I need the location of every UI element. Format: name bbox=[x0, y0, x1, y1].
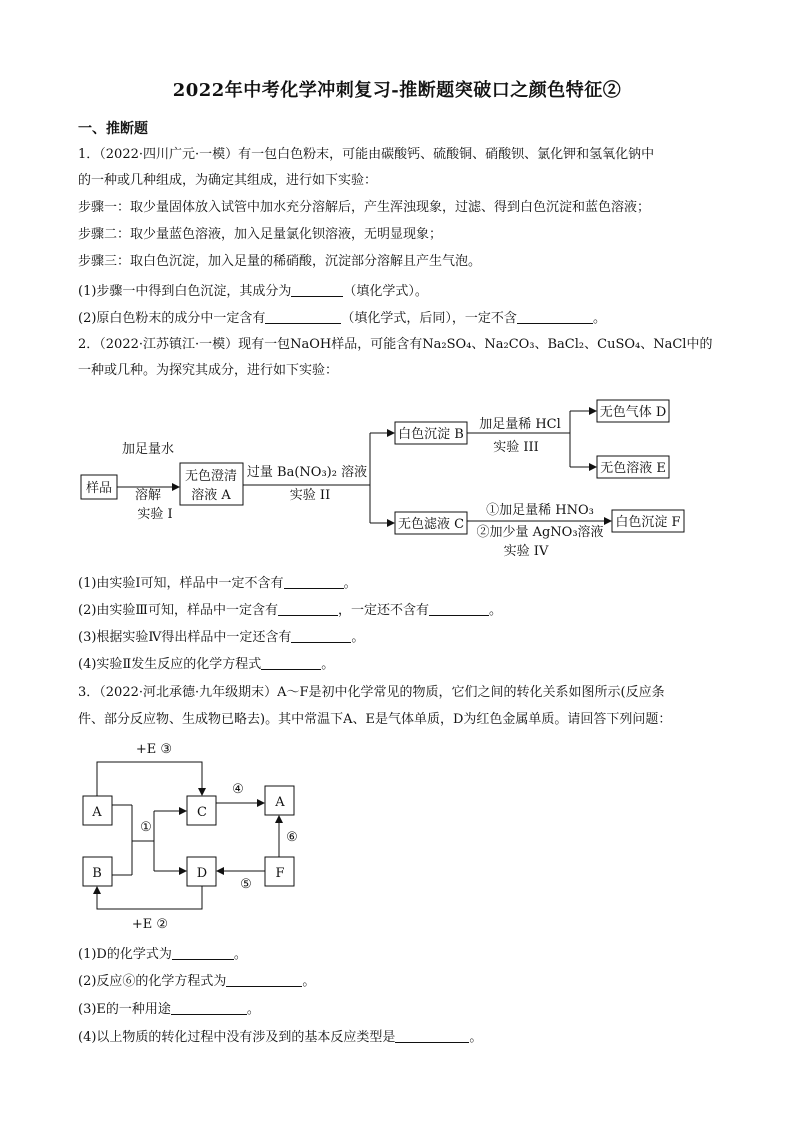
answer-blank[interactable] bbox=[429, 601, 489, 616]
reaction-1-label: ① bbox=[140, 820, 152, 835]
q3-sub1-end: 。 bbox=[233, 947, 247, 962]
precipitate-f-label: 白色沉淀 F bbox=[615, 515, 681, 530]
q2-sub2-mid: ，一定还不含有 bbox=[337, 603, 429, 618]
step-b-label: ②加少量 AgNO₃溶液 bbox=[476, 525, 604, 540]
excess-ba-label: 过量 Ba(NO₃)₂ 溶液 bbox=[246, 465, 368, 480]
solution-e-label: 无色溶液 E bbox=[600, 461, 666, 476]
q1-step3: 步骤三：取白色沉淀，加入足量的稀硝酸，沉淀部分溶解且产生气泡。 bbox=[78, 254, 482, 269]
answer-blank[interactable] bbox=[291, 628, 351, 643]
q2-sub4 bbox=[78, 655, 334, 674]
q3-sub3-end: 。 bbox=[246, 1002, 260, 1017]
precipitate-b-label: 白色沉淀 B bbox=[398, 427, 464, 442]
q2-sub1-end: 。 bbox=[343, 576, 357, 591]
add-water-label: 加足量水 bbox=[121, 442, 175, 457]
answer-blank[interactable] bbox=[517, 309, 593, 324]
filtrate-c-label: 无色滤液 C bbox=[397, 517, 465, 532]
arrow-reaction-2 bbox=[97, 886, 202, 909]
q3-sub4-text: (4)以上物质的转化过程中没有涉及到的基本反应类型是 bbox=[78, 1030, 396, 1045]
sample-label: 样品 bbox=[85, 481, 113, 496]
gas-d-label: 无色气体 D bbox=[599, 405, 667, 420]
q1-intro-line2: 的一种或几种组成，为确定其组成，进行如下实验： bbox=[78, 173, 378, 188]
experiment-flow-diagram bbox=[0, 395, 794, 575]
section-title: 一、推断题 bbox=[78, 121, 148, 137]
node-f-label: F bbox=[275, 866, 285, 881]
answer-blank[interactable] bbox=[278, 601, 338, 616]
node-a2-label: A bbox=[275, 795, 285, 810]
q2-intro-line1: 2．（2022·江苏镇江·一模）现有一包NaOH样品，可能含有Na₂SO₄、Na₂CO₃、BaCl₂、CuSO₄、NaCl中的 bbox=[78, 337, 713, 352]
q1-sub1-text: (1)步骤一中得到白色沉淀，其成分为 bbox=[78, 284, 292, 299]
q2-sub3-end: 。 bbox=[351, 630, 365, 645]
q2-sub2-end: 。 bbox=[488, 603, 502, 618]
q2-sub3-text: (3)根据实验Ⅳ得出样品中一定还含有 bbox=[78, 630, 292, 645]
answer-blank[interactable] bbox=[291, 282, 343, 297]
experiment-4-label: 实验 IV bbox=[503, 544, 549, 559]
experiment-1-label: 实验 I bbox=[137, 507, 173, 522]
node-b-label: B bbox=[92, 866, 102, 881]
page-title: 2022年中考化学冲刺复习-推断题突破口之颜色特征② bbox=[172, 80, 622, 101]
reaction-5-label: ⑤ bbox=[240, 877, 252, 892]
reaction-6-label: ⑥ bbox=[286, 830, 298, 845]
node-d-label: D bbox=[196, 866, 208, 881]
q1-sub2-text: (2)原白色粉末的成分中一定含有 bbox=[78, 311, 266, 326]
experiment-2-label: 实验 II bbox=[289, 488, 331, 503]
step-a-label: ①加足量稀 HNO₃ bbox=[486, 503, 594, 518]
answer-blank[interactable] bbox=[226, 972, 302, 987]
answer-blank[interactable] bbox=[261, 655, 321, 670]
q3-intro-line1: 3．（2022·河北承德·九年级期末）A～F是初中化学常见的物质，它们之间的转化关系如图所示(反应条 bbox=[78, 685, 665, 700]
q1-sub1-suffix: （填化学式）。 bbox=[343, 284, 428, 299]
q1-intro-line1: 1．（2022·四川广元·一模）有一包白色粉末，可能由碳酸钙、硫酸铜、硝酸钡、氯化钾和氢氧化钠中 bbox=[78, 147, 655, 162]
q1-step2: 步骤二：取少量蓝色溶液，加入足量氯化钡溶液，无明显现象； bbox=[78, 227, 443, 242]
q2-sub1 bbox=[78, 574, 357, 593]
q3-sub4 bbox=[78, 1028, 482, 1047]
q2-sub2-text: (2)由实验Ⅲ可知，样品中一定含有 bbox=[78, 603, 278, 618]
q1-sub2 bbox=[78, 309, 606, 328]
experiment-3-label: 实验 III bbox=[493, 440, 539, 455]
q2-sub3 bbox=[78, 628, 364, 647]
q2-sub1-text: (1)由实验Ⅰ可知，样品中一定不含有 bbox=[78, 576, 284, 591]
reaction-2-label: +E ② bbox=[131, 917, 169, 932]
answer-blank[interactable] bbox=[171, 1000, 247, 1015]
solution-a-line2: 溶液 A bbox=[191, 488, 231, 503]
q2-sub2 bbox=[78, 601, 502, 620]
answer-blank[interactable] bbox=[284, 574, 344, 589]
node-a-label: A bbox=[92, 805, 102, 820]
node-c-label: C bbox=[197, 805, 207, 820]
q3-sub1-text: (1)D的化学式为 bbox=[78, 947, 172, 962]
reaction-3-label: +E ③ bbox=[135, 742, 173, 757]
q2-intro-line2: 一种或几种。为探究其成分，进行如下实验： bbox=[78, 363, 339, 378]
q3-sub2 bbox=[78, 972, 315, 991]
q3-sub1 bbox=[78, 945, 247, 964]
q3-sub4-end: 。 bbox=[469, 1030, 483, 1045]
q1-step1: 步骤一：取少量固体放入试管中加水充分溶解后，产生浑浊现象，过滤、得到白色沉淀和蓝色溶液； bbox=[78, 200, 651, 215]
answer-blank[interactable] bbox=[395, 1028, 469, 1043]
q2-sub4-text: (4)实验Ⅱ发生反应的化学方程式 bbox=[78, 657, 262, 672]
q1-sub1 bbox=[78, 282, 428, 301]
reaction-4-label: ④ bbox=[232, 782, 244, 797]
conversion-diagram bbox=[0, 735, 794, 935]
q3-sub3 bbox=[78, 1000, 260, 1019]
q3-sub3-text: (3)E的一种用途 bbox=[78, 1002, 171, 1017]
q3-sub2-end: 。 bbox=[302, 974, 316, 989]
answer-blank[interactable] bbox=[265, 309, 341, 324]
q3-intro-line2: 件、部分反应物、生成物已略去)。其中常温下A、E是气体单质，D为红色金属单质。请回答下列问题： bbox=[78, 712, 672, 727]
dissolve-label: 溶解 bbox=[134, 488, 162, 503]
add-hcl-label: 加足量稀 HCl bbox=[479, 417, 561, 432]
q2-sub4-end: 。 bbox=[321, 657, 335, 672]
q1-sub2-end: 。 bbox=[592, 311, 606, 326]
arrow-reaction-3 bbox=[97, 762, 202, 796]
solution-a-line1: 无色澄清 bbox=[184, 469, 238, 484]
q1-sub2-mid: （填化学式，后同），一定不含 bbox=[341, 311, 517, 326]
q3-sub2-text: (2)反应⑥的化学方程式为 bbox=[78, 974, 227, 989]
answer-blank[interactable] bbox=[172, 945, 234, 960]
